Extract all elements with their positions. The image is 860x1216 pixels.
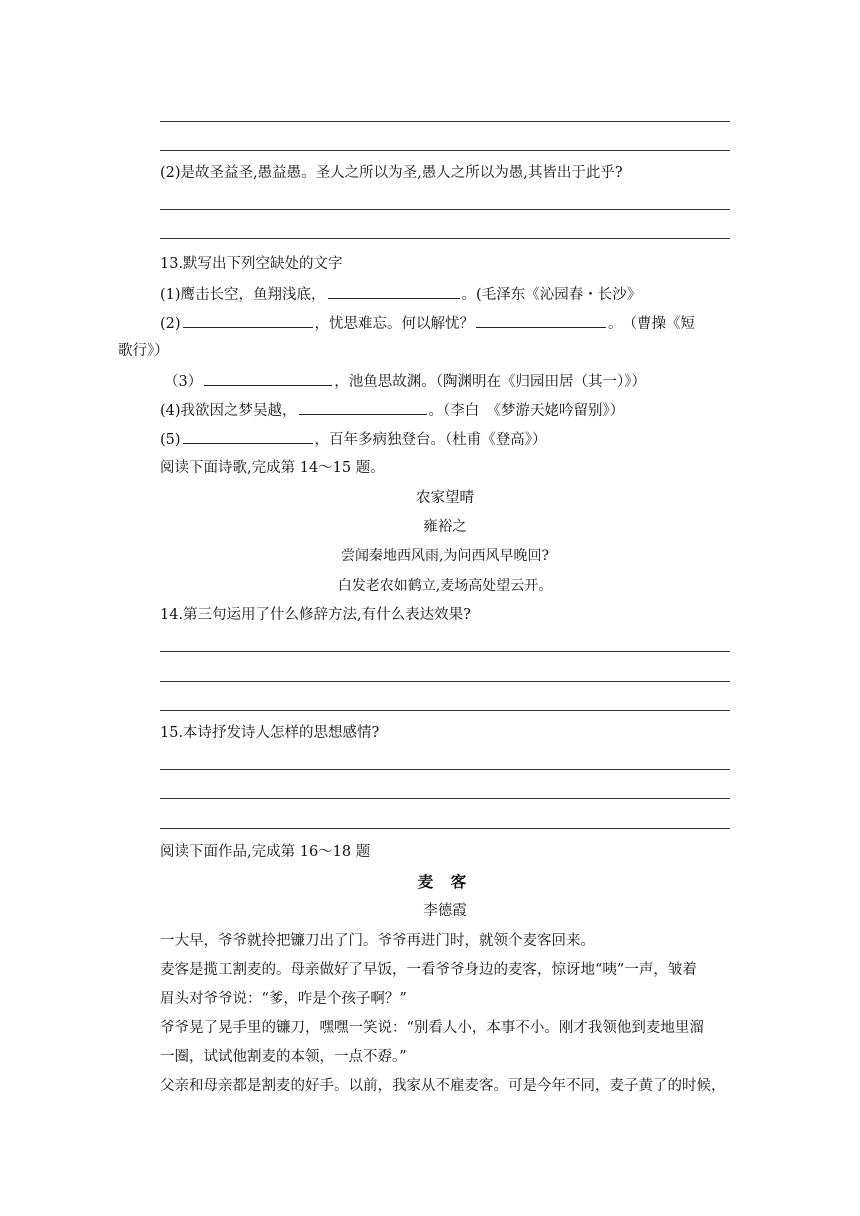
q13-item4 <box>160 399 740 421</box>
story-intro: 阅读下面作品,完成第 16～18 题 <box>160 844 371 860</box>
q13-item1-pre: (1)鹰击长空，鱼翔浅底， <box>160 287 326 303</box>
q13-item1-post: 。(毛泽东《沁园春・长沙》 <box>461 287 642 303</box>
answer-line <box>160 150 730 151</box>
answer-line <box>160 710 730 711</box>
story-paragraph: 麦客是揽工割麦的。母亲做好了早饭，一看爷爷身边的麦客，惊讶地“咦”一声，皱着 <box>160 962 697 978</box>
answer-line <box>160 828 730 829</box>
fill-blank <box>204 370 332 386</box>
q13-item5-pre: (5) <box>160 432 181 448</box>
fill-blank <box>299 399 427 415</box>
q13-item2 <box>160 312 740 334</box>
story-paragraph: 爷爷晃了晃手里的镰刀，嘿嘿一笑说：“别看人小，本事不小。刚才我领他到麦地里溜 <box>160 1020 704 1036</box>
answer-line <box>160 209 730 210</box>
story-paragraph-cont: 一圈，试试他割麦的本领，一点不孬。” <box>160 1049 407 1065</box>
q13-item2-pre: (2) <box>160 316 181 332</box>
q13-item3-post: ，池鱼思故渊。（陶渊明在《归园田居（其一）》） <box>334 374 646 390</box>
q15-text: 15.本诗抒发诗人怎样的思想感情? <box>160 725 380 741</box>
answer-line <box>160 238 730 239</box>
q13-item3-pre: （3） <box>164 374 203 390</box>
poem-intro: 阅读下面诗歌,完成第 14～15 题。 <box>160 460 385 476</box>
story-title: 麦 客 <box>417 872 473 891</box>
fill-blank <box>476 312 606 328</box>
q13-item4-post: 。（李白 《梦游天姥吟留别》） <box>428 403 625 419</box>
answer-line <box>160 798 730 799</box>
q14-text: 14.第三句运用了什么修辞方法,有什么表达效果? <box>160 607 471 623</box>
q13-item2-mid: ，忧思难忘。何以解忧？ <box>314 316 475 332</box>
fill-blank <box>183 312 313 328</box>
answer-line <box>160 651 730 652</box>
answer-line <box>160 681 730 682</box>
answer-line <box>160 769 730 770</box>
fill-blank <box>183 428 313 444</box>
poem-author: 雍裕之 <box>423 519 467 535</box>
q13-title: 13.默写出下列空缺处的文字 <box>160 256 343 272</box>
story-author: 李德霞 <box>423 903 467 919</box>
fill-blank <box>328 283 460 299</box>
answer-line <box>160 121 730 122</box>
q13-item4-pre: (4)我欲因之梦吴越， <box>160 403 297 419</box>
q13-item1 <box>160 283 740 305</box>
poem-line-2: 白发老农如鹤立,麦场高处望云开。 <box>337 578 553 594</box>
poem-line-1: 尝闻秦地西风雨,为问西风早晚回? <box>341 548 549 564</box>
q13-item3 <box>164 370 744 392</box>
poem-title: 农家望晴 <box>416 490 474 506</box>
story-paragraph: 一大早，爷爷就拎把镰刀出了门。爷爷再进门时，就领个麦客回来。 <box>160 933 595 949</box>
q13-item2-post: 。 （曹操《短 <box>608 316 696 332</box>
q13-item5-post: ，百年多病独登台。（杜甫《登高》） <box>314 432 547 448</box>
q12-sub2: (2)是故圣益圣,愚益愚。圣人之所以为圣,愚人之所以为愚,其皆出于此乎? <box>160 165 623 181</box>
q13-item2-wrap: 歌行》） <box>118 343 169 359</box>
q13-item5 <box>160 428 740 450</box>
story-paragraph: 父亲和母亲都是割麦的好手。以前，我家从不雇麦客。可是今年不同，麦子黄了的时候， <box>160 1078 726 1094</box>
story-paragraph-cont: 眉头对爷爷说：“爹，咋是个孩子啊？” <box>160 991 407 1007</box>
